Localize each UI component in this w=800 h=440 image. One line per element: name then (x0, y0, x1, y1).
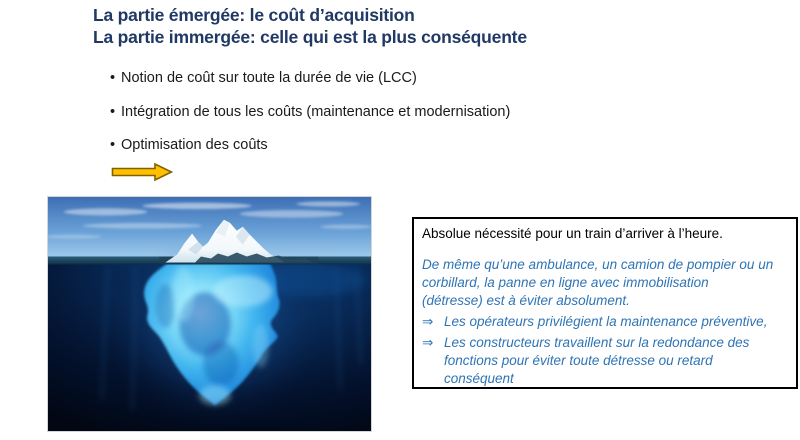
right-arrow-svg (111, 162, 173, 182)
slide-title-line1: La partie émergée: le coût d’acquisition (93, 5, 415, 25)
callout-point (422, 334, 788, 388)
right-arrow-shape (113, 164, 172, 180)
callout-paragraph-line: (détresse) est à éviter absolument. (422, 293, 630, 308)
callout-point (422, 313, 788, 331)
callout-paragraph-line: corbillard, la panne en ligne avec immobilisation (422, 275, 709, 290)
bullet-marker: • (110, 103, 116, 120)
bullet-text: Notion de coût sur toute la durée de vie (LCC) (121, 70, 417, 86)
slide-title-line2: La partie immergée: celle qui est la plus conséquente (93, 26, 527, 47)
iceberg-svg (48, 197, 371, 431)
double-arrow-icon: ⇒ (422, 314, 434, 329)
right-arrow-icon (111, 162, 173, 182)
bullet-text: Intégration de tous les coûts (maintenance et modernisation) (121, 103, 511, 120)
callout-heading: Absolue nécessité pour un train d’arriver à l’heure. (422, 226, 723, 241)
callout-point-line: Les constructeurs travaillent sur la redondance des (444, 335, 750, 350)
callout-box (412, 217, 798, 389)
bullet-list (110, 62, 510, 163)
iceberg-image (47, 196, 372, 432)
callout-point-lines (444, 334, 788, 388)
callout-point-lines (444, 313, 788, 331)
double-arrow-icon: ⇒ (422, 335, 434, 350)
callout-point-line: Les opérateurs privilégient la maintenance préventive, (444, 314, 768, 329)
bullet-item (110, 62, 510, 96)
bullet-marker: • (110, 70, 116, 86)
bullet-text: Optimisation des coûts (121, 137, 268, 153)
callout-paragraph-line: De même qu’une ambulance, un camion de pompier ou un (422, 257, 774, 272)
callout-point-line: conséquent (444, 371, 514, 386)
bullet-marker: • (110, 137, 116, 153)
callout-body (422, 256, 788, 388)
bullet-item (110, 96, 510, 130)
slide-title (93, 5, 527, 48)
callout-point-line: fonctions pour éviter toute détresse ou retard (444, 353, 713, 368)
bullet-item (110, 129, 510, 163)
